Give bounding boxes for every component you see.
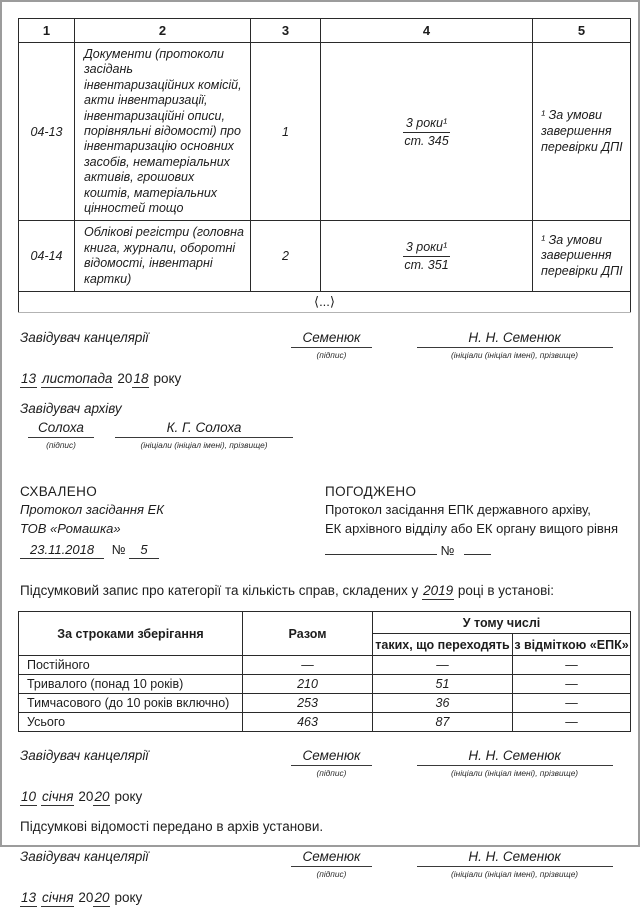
approved-no-label: № bbox=[111, 542, 126, 558]
summary-category: Усього bbox=[19, 713, 243, 732]
role-label: Завідувач канцелярії bbox=[20, 748, 149, 764]
name-column bbox=[401, 747, 628, 778]
signature-value: Семенюк bbox=[291, 748, 373, 766]
date-word: року bbox=[114, 890, 143, 906]
summary-epk: — bbox=[513, 675, 631, 694]
file-count-cell: 1 bbox=[251, 43, 321, 221]
summary-carried: 87 bbox=[373, 713, 513, 732]
ellipsis-row bbox=[19, 292, 631, 313]
document-content bbox=[2, 2, 638, 905]
summary-col-carried: таких, що переходять bbox=[373, 634, 513, 656]
date-month: січня bbox=[42, 789, 74, 805]
file-index-cell: 04-13 bbox=[19, 43, 75, 221]
date-word: року bbox=[114, 789, 143, 805]
date-century: 20 bbox=[78, 789, 94, 805]
summary-row bbox=[19, 694, 631, 713]
summary-carried: 36 bbox=[373, 694, 513, 713]
summary-total: 210 bbox=[243, 675, 373, 694]
summary-col-category: За строками зберігання bbox=[19, 612, 243, 656]
signature-column bbox=[272, 848, 391, 879]
summary-col-epk: з відміткою «ЕПК» bbox=[513, 634, 631, 656]
summary-category: Тривалого (понад 10 років) bbox=[19, 675, 243, 694]
date-line-2 bbox=[20, 789, 628, 804]
signature-column bbox=[272, 329, 391, 360]
column-header-4: 4 bbox=[321, 19, 533, 43]
approved-line-2: ТОВ «Ромашка» bbox=[20, 521, 121, 537]
agreed-no-label: № bbox=[440, 543, 455, 559]
agreed-line-2: ЕК архівного відділу або ЕК органу вищого рівня bbox=[325, 521, 619, 537]
role-label: Завідувач канцелярії bbox=[20, 330, 149, 346]
summary-header-row-1 bbox=[19, 612, 631, 634]
date-line-1 bbox=[20, 371, 628, 386]
file-title-cell: Документи (протоколи засідань інвентаризаційних комісій, акти інвентаризації, інвентаризаційні описи, порівняльні відомості) про інвентаризацію основних засобів, нематеріальних активів, грошових коштів, матеріальних цінностей тощо bbox=[75, 43, 251, 221]
files-table bbox=[18, 18, 631, 313]
column-header-1: 1 bbox=[19, 19, 75, 43]
approved-date-line bbox=[20, 542, 325, 557]
date-day: 13 bbox=[21, 371, 37, 387]
summary-col-including: У тому числі bbox=[373, 612, 631, 634]
name-column bbox=[401, 848, 628, 879]
name-column bbox=[108, 419, 300, 450]
summary-row bbox=[19, 675, 631, 694]
summary-epk: — bbox=[513, 694, 631, 713]
signature-column bbox=[272, 747, 391, 778]
approved-date: 23.11.2018 bbox=[20, 542, 104, 559]
agreed-block bbox=[325, 484, 628, 558]
note-cell: ¹ За умови завершення перевірки ДПІ bbox=[533, 43, 631, 221]
summary-year: 2019 bbox=[423, 583, 454, 599]
name-value: Н. Н. Семенюк bbox=[417, 849, 613, 867]
retention-term: 3 роки¹ bbox=[403, 115, 450, 133]
date-century: 20 bbox=[117, 371, 133, 387]
summary-category: Постійного bbox=[19, 656, 243, 675]
summary-category: Тимчасового (до 10 років включно) bbox=[19, 694, 243, 713]
date-month: листопада bbox=[42, 371, 113, 387]
name-value: Н. Н. Семенюк bbox=[417, 330, 613, 348]
agreed-number-blank bbox=[464, 542, 491, 555]
transfer-note: Підсумкові відомості передано в архів установи. bbox=[20, 819, 324, 835]
name-caption: (ініціали (ініціал імені), прізвище) bbox=[140, 440, 268, 451]
summary-intro-suffix: році в установі: bbox=[454, 583, 555, 599]
summary-intro bbox=[20, 583, 628, 598]
date-day: 10 bbox=[21, 789, 37, 805]
date-day: 13 bbox=[21, 890, 37, 906]
summary-col-total: Разом bbox=[243, 612, 373, 656]
agreed-date-blank bbox=[325, 542, 437, 555]
summary-epk: — bbox=[513, 656, 631, 675]
file-index-cell: 04-14 bbox=[19, 221, 75, 292]
approved-line-1: Протокол засідання ЕК bbox=[20, 502, 164, 518]
date-month: січня bbox=[42, 890, 74, 906]
signature-block-3 bbox=[20, 848, 628, 879]
summary-epk: — bbox=[513, 713, 631, 732]
summary-table bbox=[18, 611, 631, 732]
role-label: Завідувач канцелярії bbox=[20, 849, 149, 865]
retention-article: ст. 351 bbox=[404, 258, 449, 273]
approved-block bbox=[20, 484, 325, 558]
agreed-date-line bbox=[325, 542, 628, 558]
summary-row bbox=[19, 656, 631, 675]
name-caption: (ініціали (ініціал імені), прізвище) bbox=[451, 869, 579, 880]
agreed-line-1: Протокол засідання ЕПК державного архіву, bbox=[325, 502, 591, 518]
column-header-3: 3 bbox=[251, 19, 321, 43]
retention-term-cell bbox=[321, 43, 533, 221]
retention-term: 3 роки¹ bbox=[403, 239, 450, 257]
approved-title: СХВАЛЕНО bbox=[20, 484, 98, 500]
summary-row bbox=[19, 713, 631, 732]
summary-carried: — bbox=[373, 656, 513, 675]
table-row bbox=[19, 43, 631, 221]
file-count-cell: 2 bbox=[251, 221, 321, 292]
files-table-header-row bbox=[19, 19, 631, 43]
signature-block-archive bbox=[20, 419, 628, 450]
signature-value: Семенюк bbox=[291, 849, 373, 867]
date-line-3 bbox=[20, 890, 628, 905]
summary-carried: 51 bbox=[373, 675, 513, 694]
role-label-archive: Завідувач архіву bbox=[20, 401, 122, 417]
signature-column bbox=[20, 419, 102, 450]
signature-value: Семенюк bbox=[291, 330, 373, 348]
agreed-title: ПОГОДЖЕНО bbox=[325, 484, 417, 500]
summary-intro-prefix: Підсумковий запис про категорії та кількість справ, складених у bbox=[20, 583, 423, 599]
date-year: 20 bbox=[94, 789, 110, 805]
signature-caption: (підпис) bbox=[316, 350, 347, 361]
name-value: К. Г. Солоха bbox=[115, 420, 293, 438]
file-title-cell: Облікові регістри (головна книга, журнали, оборотні відомості, інвентарні картки) bbox=[75, 221, 251, 292]
signature-caption: (підпис) bbox=[316, 869, 347, 880]
retention-article: ст. 345 bbox=[404, 133, 449, 148]
name-caption: (ініціали (ініціал імені), прізвище) bbox=[451, 350, 579, 361]
note-cell: ¹ За умови завершення перевірки ДПІ bbox=[533, 221, 631, 292]
signature-caption: (підпис) bbox=[316, 768, 347, 779]
approval-section bbox=[20, 484, 628, 558]
summary-total: — bbox=[243, 656, 373, 675]
signature-caption: (підпис) bbox=[46, 440, 76, 451]
table-row bbox=[19, 221, 631, 292]
name-value: Н. Н. Семенюк bbox=[417, 748, 613, 766]
summary-total: 253 bbox=[243, 694, 373, 713]
signature-block-2 bbox=[20, 747, 628, 778]
approved-number: 5 bbox=[129, 542, 158, 559]
signature-block-1 bbox=[20, 329, 628, 360]
date-year: 18 bbox=[133, 371, 149, 387]
date-century: 20 bbox=[78, 890, 94, 906]
column-header-5: 5 bbox=[533, 19, 631, 43]
summary-total: 463 bbox=[243, 713, 373, 732]
name-column bbox=[401, 329, 628, 360]
ellipsis-cell: ⟨...⟩ bbox=[19, 292, 631, 313]
signature-value: Солоха bbox=[28, 420, 94, 438]
date-year: 20 bbox=[94, 890, 110, 906]
retention-term-cell bbox=[321, 221, 533, 292]
name-caption: (ініціали (ініціал імені), прізвище) bbox=[451, 768, 579, 779]
column-header-2: 2 bbox=[75, 19, 251, 43]
date-word: року bbox=[153, 371, 182, 387]
